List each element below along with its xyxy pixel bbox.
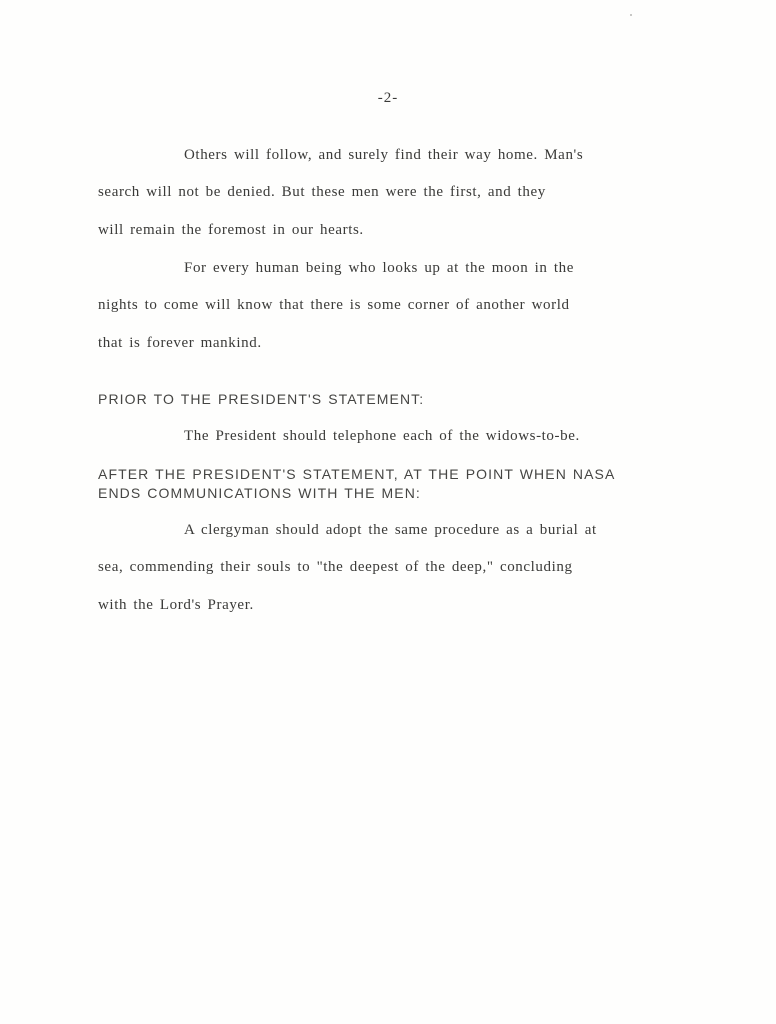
section-2-body-line-3: with the Lord's Prayer. — [98, 597, 254, 613]
section-2-body-line-1: A clergyman should adopt the same procedure as a burial at — [184, 522, 597, 538]
paper-speck — [630, 14, 632, 16]
paragraph-2-line-3: that is forever mankind. — [98, 335, 262, 351]
paragraph-1-line-2: search will not be denied. But these men were the first, and they — [98, 184, 546, 200]
paragraph-1-line-3: will remain the foremost in our hearts. — [98, 222, 364, 238]
section-1-heading: PRIOR TO THE PRESIDENT'S STATEMENT: — [98, 391, 425, 407]
paragraph-2-line-2: nights to come will know that there is some corner of another world — [98, 297, 570, 313]
paragraph-1-line-1: Others will follow, and surely find their way home. Man's — [184, 147, 584, 163]
paragraph-2-line-1: For every human being who looks up at the moon in the — [184, 260, 574, 276]
page-number: -2- — [377, 90, 399, 106]
section-2-heading-line-1: AFTER THE PRESIDENT'S STATEMENT, AT THE POINT WHEN NASA — [98, 466, 616, 482]
section-2-heading-line-2: ENDS COMMUNICATIONS WITH THE MEN: — [98, 485, 421, 501]
section-2-body-line-2: sea, commending their souls to "the deepest of the deep," concluding — [98, 559, 573, 575]
section-1-body: The President should telephone each of the widows-to-be. — [184, 428, 580, 444]
